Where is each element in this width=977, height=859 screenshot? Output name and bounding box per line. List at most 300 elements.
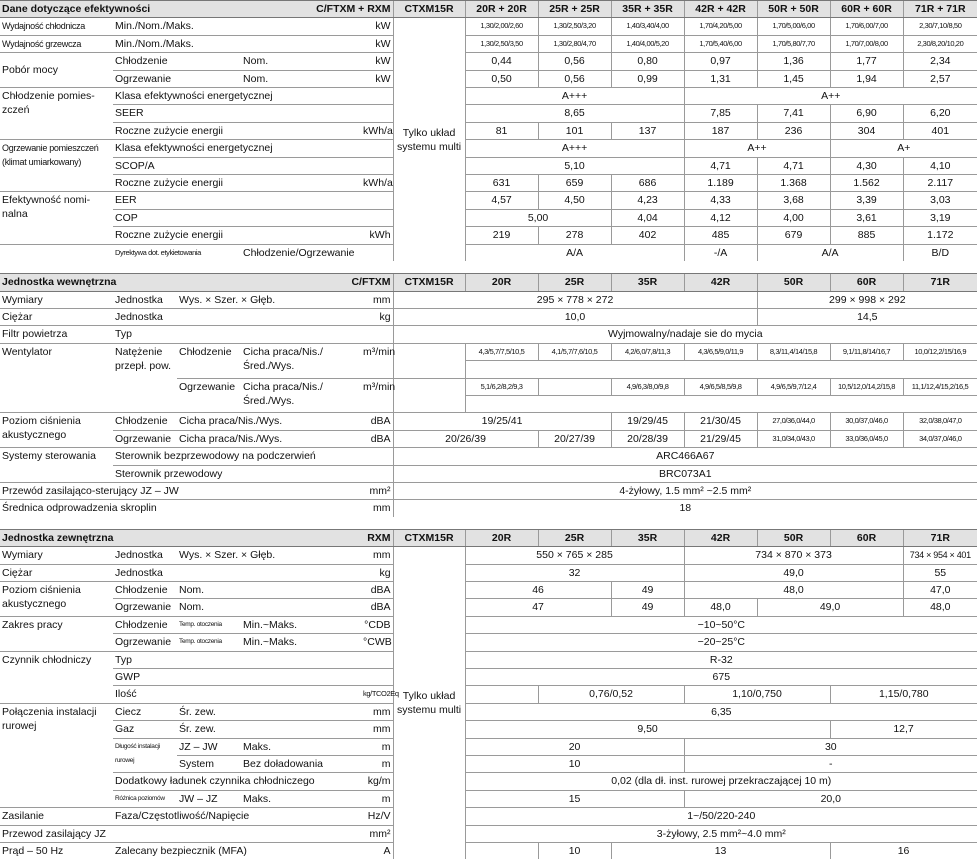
value-cell: 3,68 (757, 192, 830, 209)
value-cell: 4,33 (684, 192, 757, 209)
column-header: 42R (684, 274, 757, 291)
row-label: Temp. otoczenia (177, 634, 241, 651)
row-label: kWh/a (361, 122, 393, 139)
table-row (0, 291, 977, 308)
value-cell: 49,0 (757, 599, 903, 616)
row-label: Chłodzenie (113, 53, 241, 70)
value-cell: 1,70/5,80/7,70 (757, 35, 830, 52)
row-label: Nom. (177, 599, 361, 616)
row-label: dBA (361, 430, 393, 447)
value-cell: 1.189 (684, 175, 757, 192)
table-row (0, 482, 977, 499)
value-cell: 10 (465, 756, 684, 773)
value-cell: A++ (684, 88, 977, 105)
table-row (0, 88, 977, 105)
value-cell: 81 (465, 122, 538, 139)
value-cell: 1.368 (757, 175, 830, 192)
value-cell: −20~25°C (465, 634, 977, 651)
row-label: Pobór mocy (0, 53, 113, 88)
row-label: Bez doładowania (241, 756, 361, 773)
row-label: Wys. × Szer. × Głęb. (177, 291, 361, 308)
value-cell: 1,70/4,20/5,00 (684, 18, 757, 35)
value-cell: 49 (611, 599, 684, 616)
value-cell: 10,5/12,0/14,2/15,8 (830, 378, 903, 395)
table-row (0, 430, 977, 447)
row-label: Zalecany bezpiecznik (MFA) (113, 843, 361, 859)
value-cell: 0,97 (684, 53, 757, 70)
column-header: 25R + 25R (538, 1, 611, 18)
column-header: CTXM15R (393, 274, 465, 291)
value-cell: −10~50°C (465, 616, 977, 633)
row-label: kWh/a (361, 175, 393, 192)
value-cell: 7,85 (684, 105, 757, 122)
value-cell: 1,10/0,750 (684, 686, 830, 703)
table-row (0, 634, 977, 651)
value-cell: 1,30/2,50/3,20 (538, 18, 611, 35)
value-cell: 2,57 (903, 70, 977, 87)
value-cell (393, 378, 465, 413)
value-cell: 6,90 (830, 105, 903, 122)
row-label: Klasa efektywności energetycznej (113, 88, 393, 105)
value-cell: 550 × 765 × 285 (465, 547, 684, 564)
table-row (0, 721, 977, 738)
value-cell: 1,70/5,40/6,00 (684, 35, 757, 52)
value-cell: 1,30/2,00/2,60 (465, 18, 538, 35)
value-cell (465, 843, 538, 859)
value-cell: 236 (757, 122, 830, 139)
column-header: 25R (538, 529, 611, 546)
value-cell: 0,80 (611, 53, 684, 70)
table-row (0, 808, 977, 825)
value-cell: 304 (830, 122, 903, 139)
row-label: mm (361, 500, 393, 517)
value-cell: 3,61 (830, 209, 903, 226)
value-cell: 4,23 (611, 192, 684, 209)
row-label: System (177, 756, 241, 773)
row-label: Jednostka (113, 308, 361, 325)
table-row (0, 53, 977, 70)
column-header: 50R (757, 529, 830, 546)
section-header (0, 529, 977, 546)
column-header: 42R (684, 529, 757, 546)
value-cell: 1,70/7,00/8,00 (830, 35, 903, 52)
row-label: Maks. (241, 738, 361, 755)
row-label: Ogrzewanie pomieszczeń (klimat umiarkowany) (0, 140, 113, 192)
row-label: JW – JZ (177, 790, 241, 807)
column-header: 71R + 71R (903, 1, 977, 18)
value-cell: 21/29/45 (684, 430, 757, 447)
row-label: COP (113, 209, 393, 226)
value-cell: 4,1/5,7/7,6/10,5 (538, 343, 611, 360)
row-label: Sterownik bezprzewodowy na podczerwień (113, 448, 393, 465)
table-row (0, 70, 977, 87)
value-cell: 0,99 (611, 70, 684, 87)
value-cell: A/A (757, 244, 903, 261)
table-row (0, 773, 977, 790)
table-row (0, 157, 977, 174)
row-label: m (361, 738, 393, 755)
row-label: mm² (361, 482, 393, 499)
column-header: CTXM15R (393, 1, 465, 18)
row-label: Wydajność chłodnicza (0, 18, 113, 35)
row-label: Ogrzewanie (113, 70, 241, 87)
table-row (0, 326, 977, 343)
row-label: SEER (113, 105, 393, 122)
value-cell: 21/30/45 (684, 413, 757, 430)
row-label: Chłodzenie (177, 343, 241, 378)
row-label: Roczne zużycie energii (113, 175, 361, 192)
row-label: GWP (113, 669, 393, 686)
row-label: Typ (113, 326, 393, 343)
value-cell: 4,3/5,7/7,5/10,5 (465, 343, 538, 360)
value-cell: 5,10 (465, 157, 684, 174)
row-label: Wymiary (0, 547, 113, 564)
spacer-cell (0, 261, 977, 274)
value-cell: 11,1/12,4/15,2/16,5 (903, 378, 977, 395)
row-label: Przewód zasilająco-sterujący JZ – JW (0, 482, 361, 499)
value-cell: 1,77 (830, 53, 903, 70)
column-header: 60R + 60R (830, 1, 903, 18)
table-row (0, 465, 977, 482)
row-label: Śr. zew. (177, 703, 361, 720)
table-row (0, 790, 977, 807)
row-label: kg/m (361, 773, 393, 790)
value-cell: 4,50 (538, 192, 611, 209)
spacer-cell (0, 517, 977, 530)
row-label: kg/TCO2Eq (361, 686, 393, 703)
value-cell: 402 (611, 227, 684, 244)
value-cell: 34,0/37,0/46,0 (903, 430, 977, 447)
row-label: Ogrzewanie (113, 634, 177, 651)
value-cell: 10 (538, 843, 611, 859)
row-label: kg (361, 308, 393, 325)
value-cell: 101 (538, 122, 611, 139)
value-cell: 1,94 (830, 70, 903, 87)
row-label: Nom. (241, 53, 361, 70)
section-title: Jednostka wewnętrzna (0, 274, 241, 291)
row-label: °CWB (361, 634, 393, 651)
value-cell: 1,70/5,00/6,00 (757, 18, 830, 35)
value-cell: 2.117 (903, 175, 977, 192)
value-cell: 1,36 (757, 53, 830, 70)
row-label: kg (361, 564, 393, 581)
row-label: Temp. otoczenia (177, 616, 241, 633)
row-label: Jednostka (113, 564, 361, 581)
row-label: Cicha praca/Nis./Wys. (177, 413, 361, 430)
table-row (0, 227, 977, 244)
value-cell: 659 (538, 175, 611, 192)
value-cell: BRC073A1 (393, 465, 977, 482)
value-cell: 0,44 (465, 53, 538, 70)
value-cell: 48,0 (684, 599, 757, 616)
value-cell: 48,0 (684, 581, 903, 598)
value-cell: 1,30/2,80/4,70 (538, 35, 611, 52)
value-cell: 20/27/39 (538, 430, 611, 447)
row-label: Zasilanie (0, 808, 113, 825)
row-label: mm² (361, 825, 393, 842)
row-label: Ciężar (0, 564, 113, 581)
row-label: Cicha praca/Nis./ Śred./Wys. (241, 378, 361, 413)
row-label: Natężenie przepł. pow. (113, 343, 177, 413)
value-cell: A++ (684, 140, 830, 157)
table-row (0, 616, 977, 633)
table-row (0, 651, 977, 668)
multi-system-note: Tylko układ systemu multi (393, 547, 465, 859)
row-label: Ogrzewanie (177, 378, 241, 413)
value-cell: 734 × 954 × 401 (903, 547, 977, 564)
value-cell: 20/26/39 (393, 430, 538, 447)
table-row (0, 500, 977, 517)
row-label: Jednostka (113, 547, 177, 564)
value-cell: 16 (830, 843, 977, 859)
row-label: JZ – JW (177, 738, 241, 755)
column-header: 20R (465, 529, 538, 546)
value-cell: 4-żyłowy, 1.5 mm² ~2.5 mm² (393, 482, 977, 499)
row-label: Typ (113, 651, 393, 668)
value-cell: 686 (611, 175, 684, 192)
value-cell: B/D (903, 244, 977, 261)
row-label: SCOP/A (113, 157, 393, 174)
column-header: 71R (903, 529, 977, 546)
row-label: m (361, 756, 393, 773)
table-row (0, 140, 977, 157)
value-cell: 6,35 (465, 703, 977, 720)
column-header: 35R + 35R (611, 1, 684, 18)
value-cell: 1,31 (684, 70, 757, 87)
value-cell: 10,0/12,2/15/16,9 (903, 343, 977, 360)
row-label: Filtr powietrza (0, 326, 113, 343)
row-label: Ogrzewanie (113, 599, 177, 616)
column-header: RXM (241, 529, 393, 546)
table-row (0, 686, 977, 703)
row-label: dBA (361, 599, 393, 616)
value-cell: 12,7 (830, 721, 977, 738)
value-cell: 30,0/37,0/46,0 (830, 413, 903, 430)
row-label: Sterownik przewodowy (113, 465, 393, 482)
value-cell: -/A (684, 244, 757, 261)
value-cell: 2,30/7,10/8,50 (903, 18, 977, 35)
row-label: Klasa efektywności energetycznej (113, 140, 393, 157)
row-label: Poziom ciśnienia akustycznego (0, 581, 113, 616)
value-cell: 5,1/6,2/8,2/9,3 (465, 378, 538, 395)
value-cell: A/A (465, 244, 684, 261)
row-label: Chłodzenie/Ogrzewanie (241, 244, 393, 261)
row-label (0, 244, 113, 261)
row-label: mm (361, 703, 393, 720)
row-label: mm (361, 721, 393, 738)
table-row (0, 18, 977, 35)
row-label: Cicha praca/Nis./ Śred./Wys. (241, 343, 361, 378)
value-cell: 32 (465, 564, 684, 581)
value-cell: 4,12 (684, 209, 757, 226)
row-label: Chłodzenie (113, 616, 177, 633)
row-label: Czynnik chłodniczy (0, 651, 113, 703)
row-label: Połączenia instalacji rurowej (0, 703, 113, 807)
value-cell: 4,9/6,5/9,7/12,4 (757, 378, 830, 395)
row-label: kW (361, 35, 393, 52)
column-header: C/FTXM (241, 274, 393, 291)
row-label: Nom. (241, 70, 361, 87)
value-cell: A+++ (465, 88, 684, 105)
value-cell: 4,3/6,5/9,0/11,9 (684, 343, 757, 360)
value-cell: 1.562 (830, 175, 903, 192)
row-label: Wys. × Szer. × Głęb. (177, 547, 361, 564)
section-spacer (0, 517, 977, 530)
value-cell: 47 (465, 599, 611, 616)
table-row (0, 209, 977, 226)
value-cell: 137 (611, 122, 684, 139)
column-header: 50R + 50R (757, 1, 830, 18)
table-row (0, 703, 977, 720)
value-cell: A+ (830, 140, 977, 157)
value-cell: 18 (393, 500, 977, 517)
row-label: Cicha praca/Nis./Wys. (177, 430, 361, 447)
value-cell: 20/28/39 (611, 430, 684, 447)
value-cell: 219 (465, 227, 538, 244)
value-cell: 19/29/45 (611, 413, 684, 430)
column-header: 42R + 42R (684, 1, 757, 18)
table-row (0, 547, 977, 564)
row-label: kW (361, 18, 393, 35)
value-cell: 3-żyłowy, 2.5 mm²~4.0 mm² (465, 825, 977, 842)
section-title: Dane dotyczące efektywności (0, 1, 241, 18)
column-header: 20R (465, 274, 538, 291)
section-title: Jednostka zewnętrzna (0, 529, 241, 546)
table-row (0, 843, 977, 859)
value-cell: 20 (465, 738, 684, 755)
value-cell: 0,76/0,52 (538, 686, 684, 703)
row-label: Ogrzewanie (113, 430, 177, 447)
value-cell: 15 (465, 790, 684, 807)
value-cell: R-32 (465, 651, 977, 668)
value-cell: 1~/50/220-240 (465, 808, 977, 825)
row-label: Przewod zasilający JZ (0, 825, 361, 842)
multi-system-note: Tylko układ systemu multi (393, 18, 465, 261)
table-row (0, 738, 977, 755)
row-label: Maks. (241, 790, 361, 807)
row-label: Min./Nom./Maks. (113, 18, 361, 35)
table-row (0, 599, 977, 616)
row-label: Ciężar (0, 308, 113, 325)
value-cell: 4,30 (830, 157, 903, 174)
row-label: Jednostka (113, 291, 177, 308)
value-cell: 187 (684, 122, 757, 139)
column-header: 35R (611, 274, 684, 291)
table-row (0, 448, 977, 465)
value-cell: 10,0 (393, 308, 757, 325)
value-cell: 47,0 (903, 581, 977, 598)
column-header: 60R (830, 529, 903, 546)
row-label: mm (361, 547, 393, 564)
value-cell (465, 686, 538, 703)
row-label: Wentylator (0, 343, 113, 413)
row-label: Wymiary (0, 291, 113, 308)
value-cell: 1,70/6,00/7,00 (830, 18, 903, 35)
row-label: kW (361, 53, 393, 70)
section-header (0, 1, 977, 18)
value-cell: 299 × 998 × 292 (757, 291, 977, 308)
value-cell: 6,20 (903, 105, 977, 122)
value-cell: 49 (611, 581, 684, 598)
table-row (0, 105, 977, 122)
row-label: Prąd – 50 Hz (0, 843, 113, 859)
column-header: 20R + 20R (465, 1, 538, 18)
row-label: Długość instalacji rurowej (113, 738, 177, 773)
row-label: m³/min (361, 343, 393, 378)
row-label: Wydajność grzewcza (0, 35, 113, 52)
column-header: CTXM15R (393, 529, 465, 546)
value-cell: 4,9/6,3/8,0/9,8 (611, 378, 684, 395)
value-cell: 1,45 (757, 70, 830, 87)
value-cell: 30 (684, 738, 977, 755)
value-cell: 4,00 (757, 209, 830, 226)
value-cell: 31,0/34,0/43,0 (757, 430, 830, 447)
value-cell: 8,65 (465, 105, 684, 122)
table-row (0, 825, 977, 842)
table-row (0, 669, 977, 686)
value-cell: 14,5 (757, 308, 977, 325)
value-cell: 20,0 (684, 790, 977, 807)
table-row (0, 413, 977, 430)
row-label: m³/min (361, 378, 393, 413)
column-header: 25R (538, 274, 611, 291)
table-row (0, 175, 977, 192)
row-label: Dodatkowy ładunek czynnika chłodniczego (113, 773, 361, 790)
row-label: m (361, 790, 393, 807)
row-label: Zakres pracy (0, 616, 113, 651)
row-label: Roczne zużycie energii (113, 227, 361, 244)
value-cell: 1,40/3,40/4,00 (611, 18, 684, 35)
row-label: °CDB (361, 616, 393, 633)
value-cell: 278 (538, 227, 611, 244)
value-cell: 631 (465, 175, 538, 192)
row-label: Roczne zużycie energii (113, 122, 361, 139)
value-cell: 3,19 (903, 209, 977, 226)
row-label: Faza/Częstotliwość/Napięcie (113, 808, 361, 825)
row-label: Min.~Maks. (241, 634, 361, 651)
value-cell: 4,71 (757, 157, 830, 174)
value-cell: 49,0 (684, 564, 903, 581)
value-cell: A+++ (465, 140, 684, 157)
value-cell: 32,0/38,0/47,0 (903, 413, 977, 430)
value-cell: 1.172 (903, 227, 977, 244)
value-cell: 4,10 (903, 157, 977, 174)
row-label: Chłodzenie pomies-zczeń (0, 88, 113, 140)
value-cell (465, 361, 977, 378)
value-cell: 1,40/4,00/5,20 (611, 35, 684, 52)
value-cell: 295 × 778 × 272 (393, 291, 757, 308)
value-cell: 4,04 (611, 209, 684, 226)
value-cell: 4,2/6,0/7,8/11,3 (611, 343, 684, 360)
table-row (0, 343, 977, 360)
section-spacer (0, 261, 977, 274)
row-label: mm (361, 291, 393, 308)
value-cell: 0,50 (465, 70, 538, 87)
value-cell: 885 (830, 227, 903, 244)
value-cell: 1,30/2,50/3,50 (465, 35, 538, 52)
value-cell: 5,00 (465, 209, 611, 226)
value-cell: 3,03 (903, 192, 977, 209)
table-row (0, 35, 977, 52)
row-label: Systemy sterowania (0, 448, 113, 483)
value-cell: 3,39 (830, 192, 903, 209)
value-cell: 9,50 (465, 721, 830, 738)
value-cell: 9,1/11,8/14/16,7 (830, 343, 903, 360)
row-label: Min./Nom./Maks. (113, 35, 361, 52)
column-header: 71R (903, 274, 977, 291)
value-cell: 33,0/36,0/45,0 (830, 430, 903, 447)
row-label: Hz/V (361, 808, 393, 825)
